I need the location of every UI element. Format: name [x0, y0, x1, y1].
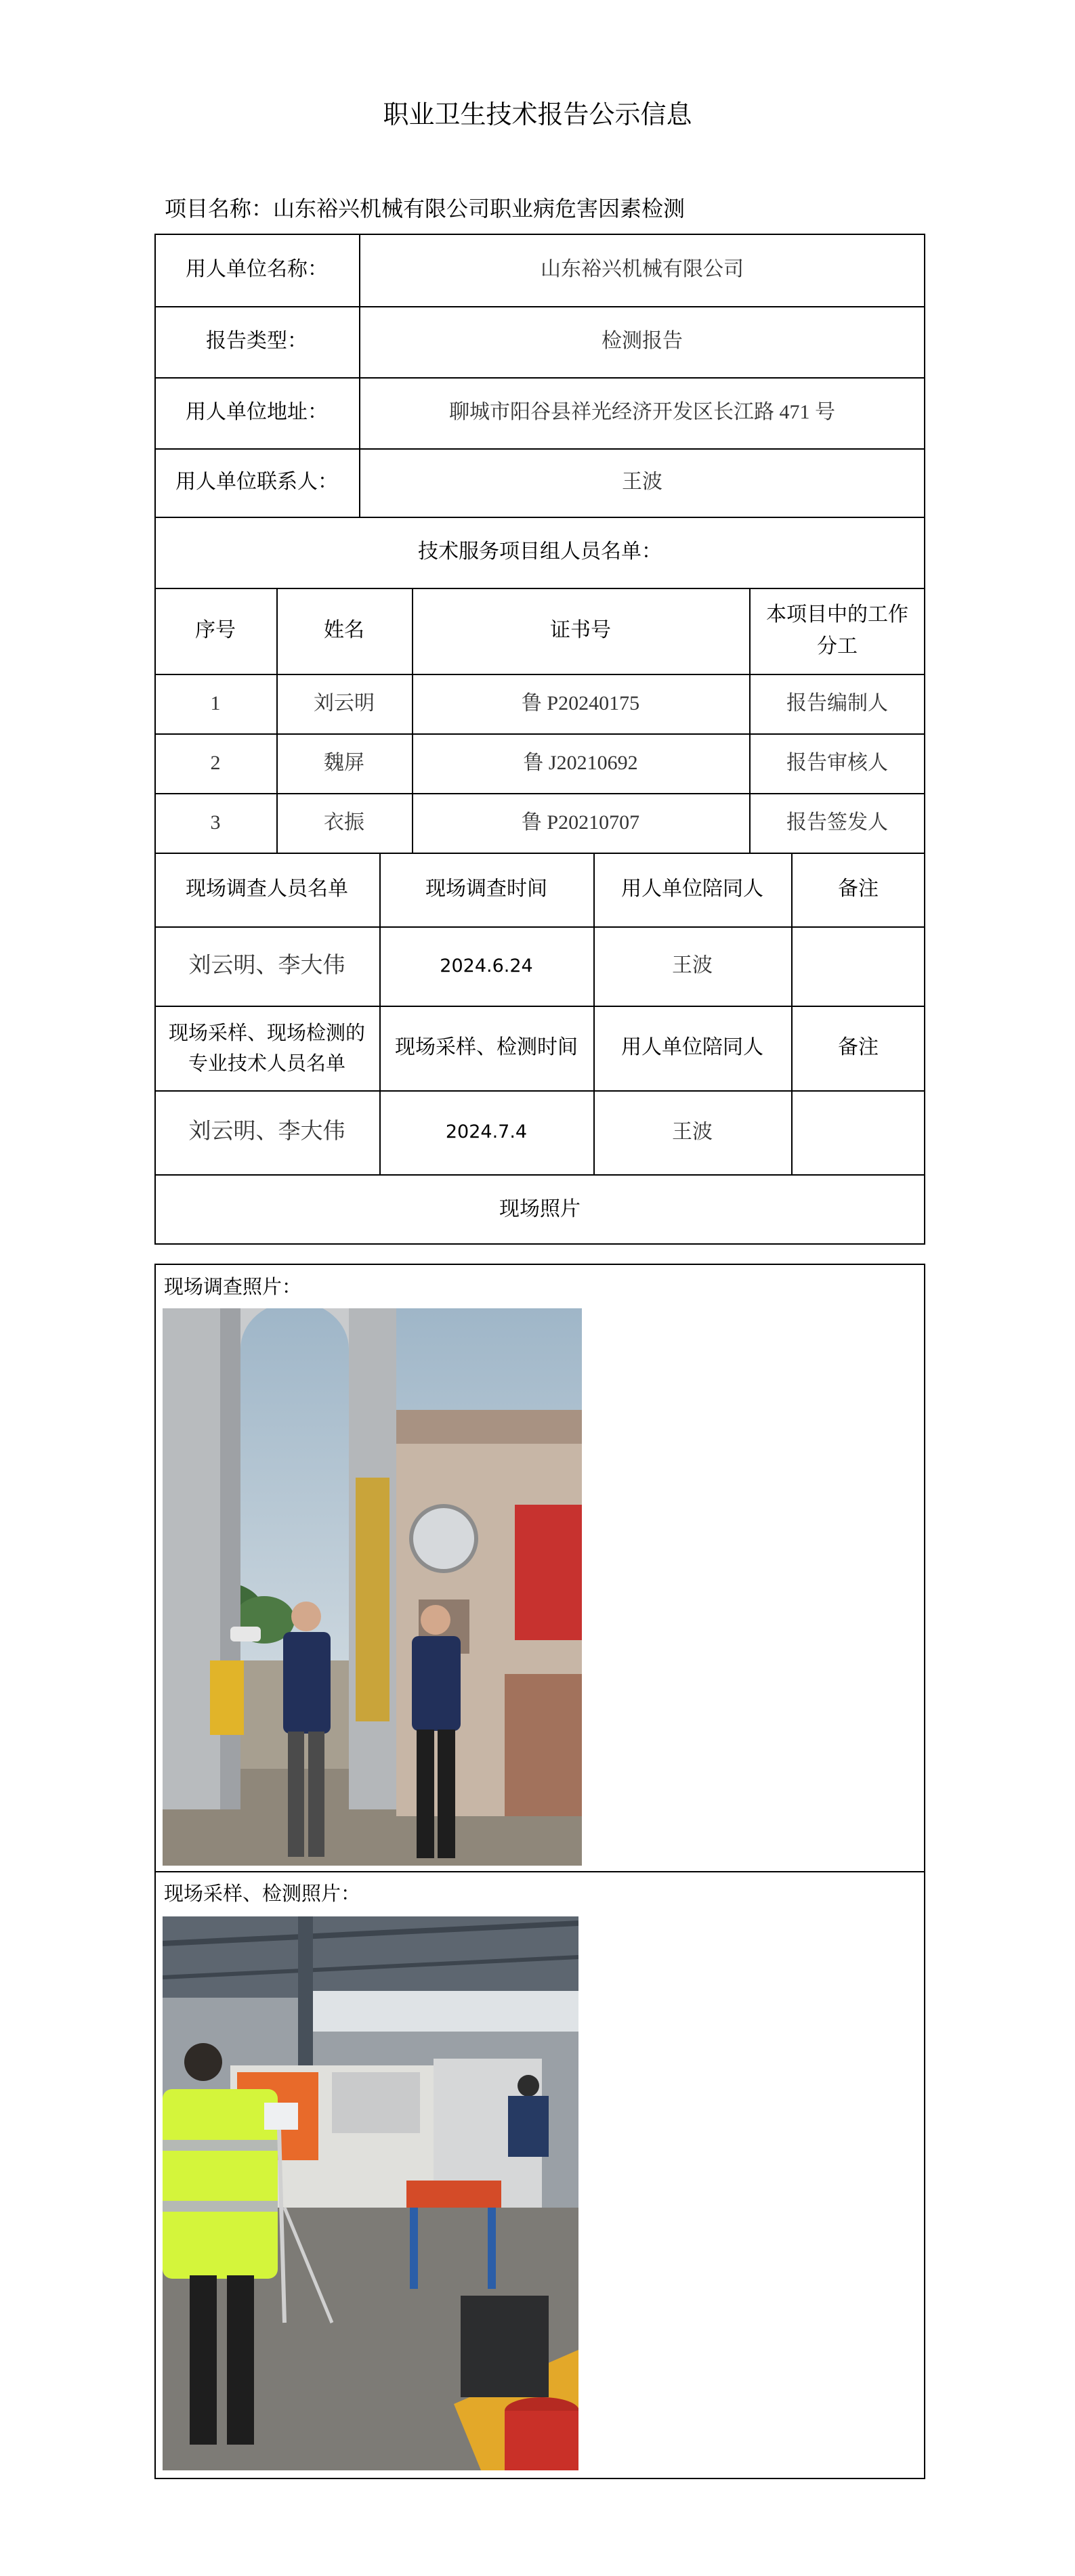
sampling-time: 2024.7.4 — [445, 1121, 528, 1143]
employer-contact-value: 王波 — [622, 471, 662, 494]
sampling-companion: 王波 — [672, 1120, 713, 1143]
sampling-staff: 刘云明、李大伟 — [188, 1119, 345, 1144]
sampling-remarks — [791, 1090, 925, 1174]
survey-col-staff: 现场调查人员名单 — [186, 877, 348, 901]
team-row-2-role: 报告审核人 — [786, 751, 888, 774]
photos-heading: 现场照片 — [499, 1197, 581, 1221]
sampling-photo-label: 现场采样、检测照片： — [164, 1882, 361, 1905]
team-row-1-name: 刘云明 — [314, 691, 375, 714]
survey-photo-label: 现场调查照片： — [164, 1275, 302, 1298]
team-col-role: 本项目中的工作分工 — [766, 603, 908, 658]
report-type-value: 检测报告 — [602, 330, 683, 353]
employer-address-value: 聊城市阳谷县祥光经济开发区长江路 471 号 — [449, 401, 835, 424]
team-row-2-index: 2 — [210, 751, 221, 774]
report-type-label: 报告类型： — [206, 329, 308, 353]
team-row-3-cert: 鲁 P20210707 — [521, 811, 640, 834]
team-heading: 技术服务项目组人员名单： — [418, 540, 662, 564]
survey-remarks — [791, 926, 925, 1006]
survey-time: 2024.6.24 — [440, 955, 533, 976]
sampling-photo — [163, 1916, 578, 2470]
employer-address-label: 用人单位地址： — [186, 400, 328, 425]
team-row-1-index: 1 — [210, 691, 221, 714]
project-name: 项目名称：山东裕兴机械有限公司职业病危害因素检测 — [165, 196, 686, 221]
survey-photo — [163, 1308, 582, 1866]
employer-name-label: 用人单位名称： — [186, 257, 328, 282]
sampling-col-staff: 现场采样、现场检测的专业技术人员名单 — [168, 1021, 365, 1075]
team-row-3-role: 报告签发人 — [786, 811, 888, 834]
sampling-col-time: 现场采样、检测时间 — [395, 1035, 578, 1060]
survey-col-time: 现场调查时间 — [425, 877, 547, 901]
survey-companion: 王波 — [672, 954, 713, 977]
team-col-index: 序号 — [195, 618, 236, 643]
survey-col-remarks: 备注 — [838, 877, 879, 901]
team-col-name: 姓名 — [324, 618, 364, 643]
employer-contact-label: 用人单位联系人： — [175, 470, 338, 494]
survey-col-companion: 用人单位陪同人 — [621, 877, 763, 901]
page-title: 职业卫生技术报告公示信息 — [383, 100, 692, 129]
team-row-3-name: 衣振 — [324, 811, 364, 834]
team-row-2-cert: 鲁 J20210692 — [523, 751, 638, 774]
survey-staff: 刘云明、李大伟 — [188, 953, 345, 978]
team-row-3-index: 3 — [210, 811, 221, 834]
team-row-1-role: 报告编制人 — [786, 691, 888, 714]
employer-name-value: 山东裕兴机械有限公司 — [541, 258, 744, 281]
sampling-col-remarks: 备注 — [838, 1035, 879, 1060]
team-col-cert: 证书号 — [550, 618, 611, 643]
team-row-2-name: 魏屏 — [324, 751, 364, 774]
team-row-1-cert: 鲁 P20240175 — [521, 691, 640, 714]
sampling-col-companion: 用人单位陪同人 — [621, 1035, 763, 1060]
